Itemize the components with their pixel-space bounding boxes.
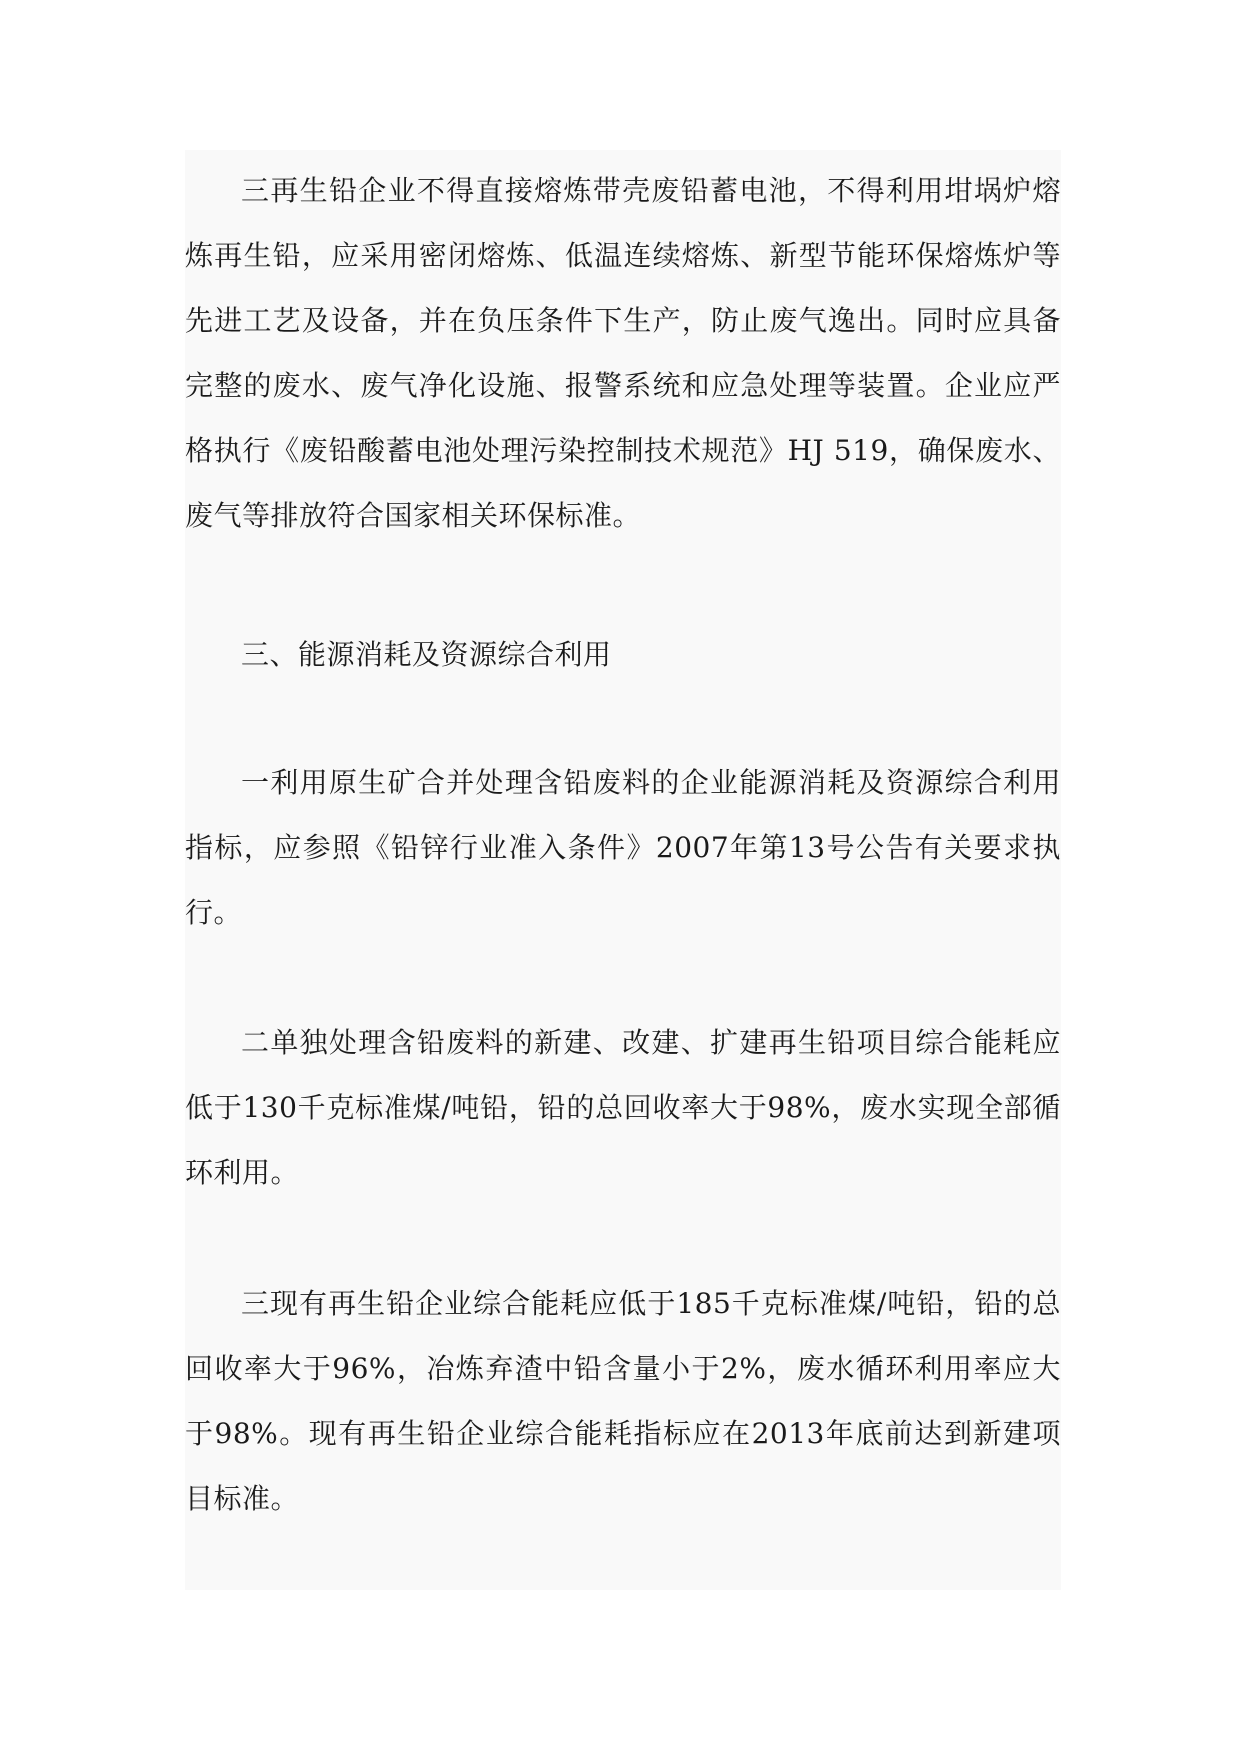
section-heading-energy-resources: 三、能源消耗及资源综合利用	[241, 638, 612, 671]
paragraph-primary-ore-indicators: 一利用原生矿合并处理含铅废料的企业能源消耗及资源综合利用指标，应参照《铅锌行业准入条件》2007年第13号公告有关要求执行。	[185, 766, 1061, 929]
document-text-block	[185, 150, 1061, 1590]
paragraph-new-project-energy: 二单独处理含铅废料的新建、改建、扩建再生铅项目综合能耗应低于130千克标准煤/吨铅，铅的总回收率大于98%，废水实现全部循环利用。	[185, 1026, 1061, 1189]
paragraph-existing-enterprise-energy: 三现有再生铅企业综合能耗应低于185千克标准煤/吨铅，铅的总回收率大于96%，冶炼弃渣中铅含量小于2%，废水循环利用率应大于98%。现有再生铅企业综合能耗指标应在2013年底前达到新建项目标准。	[185, 1287, 1061, 1515]
paragraph-furnace-requirements: 三再生铅企业不得直接熔炼带壳废铅蓄电池，不得利用坩埚炉熔炼再生铅，应采用密闭熔炼、低温连续熔炼、新型节能环保熔炼炉等先进工艺及设备，并在负压条件下生产，防止废气逸出。同时应具备完整的废水、废气净化设施、报警系统和应急处理等装置。企业应严格执行《废铅酸蓄电池处理污染控制技术规范》HJ 519，确保废水、废气等排放符合国家相关环保标准。	[185, 174, 1061, 532]
